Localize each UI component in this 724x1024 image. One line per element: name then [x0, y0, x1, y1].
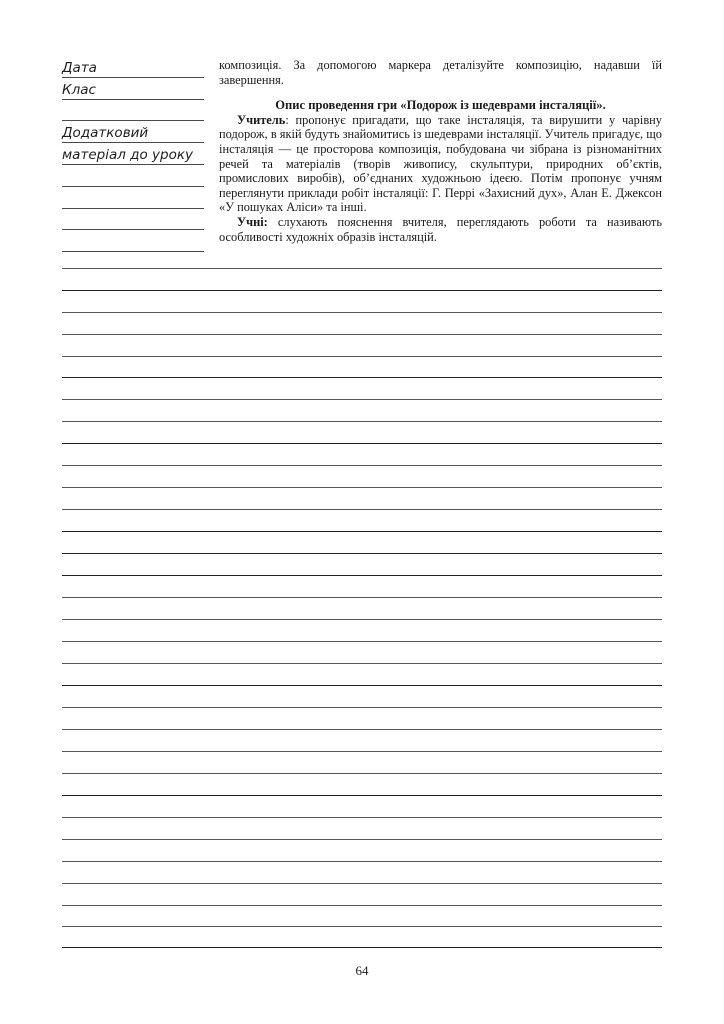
students-label: Учні: [237, 214, 268, 229]
game-description-heading: Опис проведення гри «Подорож із шедеврами інсталяції». [275, 98, 606, 113]
writing-line [62, 377, 662, 378]
additional-material-underline-2 [62, 164, 204, 165]
writing-line [62, 663, 662, 664]
class-label: Клас [62, 82, 96, 98]
margin-blank-rule [62, 120, 204, 121]
margin-blank-rule [62, 251, 204, 252]
writing-line [62, 641, 662, 642]
writing-line [62, 685, 662, 686]
writing-line [62, 509, 662, 510]
teacher-paragraph [219, 113, 662, 215]
writing-line [62, 729, 662, 730]
lesson-text-block [219, 58, 662, 244]
writing-line [62, 290, 662, 291]
teacher-label: Учитель [237, 112, 286, 127]
date-underline [62, 77, 204, 78]
students-paragraph [219, 215, 662, 244]
additional-material-underline-1 [62, 142, 204, 143]
writing-line [62, 356, 662, 357]
page-number: 64 [355, 963, 369, 978]
writing-line [62, 619, 662, 620]
students-text: слухають пояснення вчителя, переглядають роботи та називають особливості художніх образів інсталяцій. [219, 214, 662, 244]
writing-line [62, 268, 662, 269]
writing-line [62, 334, 662, 335]
writing-line [62, 443, 662, 444]
writing-line [62, 861, 662, 862]
writing-line [62, 751, 662, 752]
additional-material-label-line2: матеріал до уроку [62, 147, 193, 163]
additional-material-label-line1: Додатковий [62, 125, 149, 141]
writing-line [62, 839, 662, 840]
writing-line [62, 531, 662, 532]
margin-blank-rule [62, 229, 204, 230]
writing-line [62, 947, 662, 948]
margin-blank-rule [62, 208, 204, 209]
class-underline [62, 99, 204, 100]
writing-line [62, 883, 662, 884]
writing-line [62, 905, 662, 906]
writing-line [62, 707, 662, 708]
intro-continuation-paragraph: композиція. За допомогою маркера деталізуйте композицію, надавши їй завершення. [219, 58, 662, 87]
writing-line [62, 553, 662, 554]
date-label: Дата [62, 60, 97, 76]
writing-line [62, 597, 662, 598]
teacher-text: : пропонує пригадати, що таке інсталяція, та вирушити у чарівну подорож, в якій будуть знайомитись із шедеврами інсталяції. Учитель пригадує, що інсталяція — це просторова композиція, побудована чи зібрана із різноманітних речей та матеріалів (творів живопису, скульптури, природних об’єктів, промислових виробів), об’єднаних художньою ідеєю. Потім пропонує учням переглянути приклади робіт інсталяції: Г. Перрі «Захисний дух», Алан Е. Джексон «У пошуках Аліси» та інші. [219, 112, 662, 215]
writing-line [62, 575, 662, 576]
writing-line [62, 795, 662, 796]
writing-line [62, 465, 662, 466]
writing-line [62, 399, 662, 400]
margin-blank-rule [62, 186, 204, 187]
writing-line [62, 487, 662, 488]
writing-line [62, 773, 662, 774]
writing-line [62, 926, 662, 927]
writing-line [62, 421, 662, 422]
writing-line [62, 312, 662, 313]
writing-line [62, 817, 662, 818]
